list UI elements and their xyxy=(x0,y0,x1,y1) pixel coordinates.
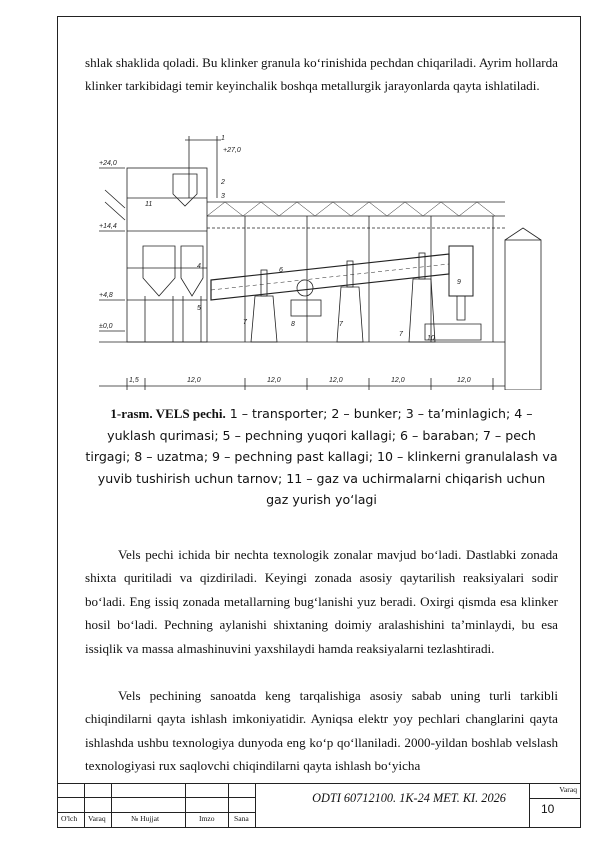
elevation-label: +27,0 xyxy=(223,147,241,154)
elevation-label: ±0,0 xyxy=(99,323,113,330)
title-block xyxy=(57,783,581,828)
caption-text: 1 – transporter; 2 – bunker; 3 – ta’minlagich; 4 – yuklash qurimasi; 5 – pechning yuqori kallagi; 6 – baraban; 7 – pech tirgagi; 8 – uzatma; 9 – pechning past kallagi; 10 – klinkerni granulalash va yuvib tushirish uchun tarnov; 11 – gaz va uchirmalarni chiqarish uchun gaz yurish yo‘lagi xyxy=(85,406,558,508)
col-hujjat-label: № Hujjat xyxy=(131,814,160,823)
callout-number: 9 xyxy=(457,279,461,286)
elevation-label: +4,8 xyxy=(99,292,113,299)
callout-number: 4 xyxy=(197,263,201,270)
page-number: 10 xyxy=(541,802,555,816)
col-sana-label: Sana xyxy=(234,814,249,823)
sheet-label: Varaq xyxy=(559,785,577,794)
col-varaq-label: Varaq xyxy=(88,814,106,823)
figure-caption xyxy=(85,403,558,511)
col-olch-label: O'lch xyxy=(61,814,78,823)
document-code: ODTI 60712100. 1K-24 MET. KI. 2026 xyxy=(312,791,506,805)
dimension-label: 12,0 xyxy=(391,377,405,384)
callout-number: 11 xyxy=(145,201,153,208)
callout-number: 5 xyxy=(197,305,201,312)
dimension-label: 12,0 xyxy=(457,377,471,384)
callout-number: 7 xyxy=(339,321,343,328)
callout-number: 2 xyxy=(221,179,225,186)
paragraph-industry: Vels pechining sanoatda keng tarqalishiga asosiy sabab uning turli tarkibli chiqindilarni qayta ishlash imkoniyatidir. Ayniqsa elektr yoy pechlari changlarini qayta ishlashda ushbu texnologiya dunyoda eng koʻp qoʻllaniladi. 2000-yildan boshlab velslash texnologiyasi rux saqlovchi chiqindilarni qayta ishlash boʻyicha xyxy=(85,688,558,774)
elevation-label: +24,0 xyxy=(99,160,117,167)
dimension-label: 12,0 xyxy=(329,377,343,384)
caption-lead: 1-rasm. VELS pechi. xyxy=(110,406,226,421)
paragraph-intro: shlak shaklida qoladi. Bu klinker granula koʻrinishida pechdan chiqariladi. Ayrim hollarda klinker tarkibidagi temir keyinchalik boshqa metallurgik jarayonlarda qayta ishlatiladi. xyxy=(85,55,558,94)
dimension-label: 12,0 xyxy=(267,377,281,384)
dimension-label: 1,5 xyxy=(129,377,139,384)
elevation-label: +14,4 xyxy=(99,223,117,230)
dimension-label: 12,0 xyxy=(187,377,201,384)
callout-number: 7 xyxy=(399,331,403,338)
paragraph-zones: Vels pechi ichida bir nechta texnologik zonalar mavjud boʻladi. Dastlabki zonada shixta quritiladi va qizdiriladi. Keyingi zonada asosiy qaytarilish reaksiyalari sodir boʻladi. Eng issiq zonada metallarning bugʻlanishi yuz beradi. Oxirgi qismda esa klinker hosil boʻladi. Pechning aylanishi shixtaning doimiy aralashishini taʼminlaydi, bu esa issiqlik va massa almashinuvini yaxshilaydi hamda reaksiyalarni tezlashtiradi. xyxy=(85,547,558,656)
callout-number: 3 xyxy=(221,193,225,200)
callout-number: 7 xyxy=(243,319,247,326)
callout-number: 8 xyxy=(291,321,295,328)
col-imzo-label: Imzo xyxy=(199,814,215,823)
vels-kiln-drawing xyxy=(85,128,558,390)
callout-number: 1 xyxy=(221,135,225,142)
callout-number: 10 xyxy=(427,335,435,342)
callout-number: 6 xyxy=(279,267,283,274)
